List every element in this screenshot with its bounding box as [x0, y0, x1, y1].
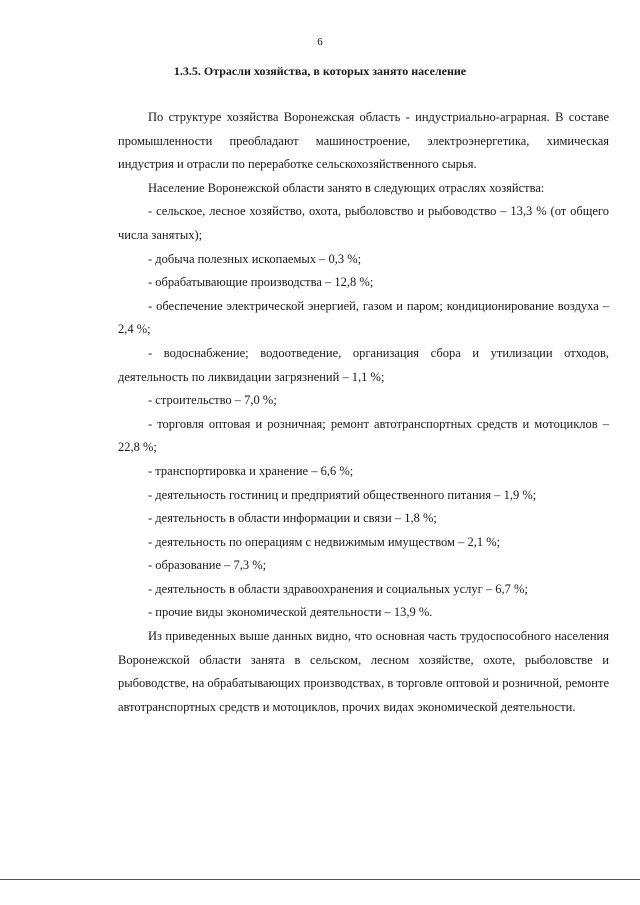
- paragraph-intro: По структуре хозяйства Воронежская область - индустриально-аграрная. В составе промышленности преобладают машиностроение, электроэнергетика, химическая индустрия и отрасли по переработке сельскохозяйственного сырья.: [118, 110, 609, 172]
- list-item-hospitality: - деятельность гостиниц и предприятий общественного питания – 1,9 %;: [148, 487, 537, 502]
- list-item-healthcare: - деятельность в области здравоохранения и социальных услуг – 6,7 %;: [148, 581, 528, 596]
- list-item-real-estate: - деятельность по операциям с недвижимым имуществом – 2,1 %;: [148, 534, 501, 549]
- list-item-agriculture: - сельское, лесное хозяйство, охота, рыболовство и рыбоводство – 13,3 % (от общего числа занятых);: [118, 204, 609, 242]
- list-item-other: - прочие виды экономической деятельности – 13,9 %.: [148, 605, 433, 620]
- section-heading: 1.3.5. Отрасли хозяйства, в которых занято население: [173, 64, 467, 78]
- list-item-water-supply: - водоснабжение; водоотведение, организация сбора и утилизации отходов, деятельность по ликвидации загрязнений – 1,1 %;: [118, 345, 609, 384]
- list-item-trade: - торговля оптовая и розничная; ремонт автотранспортных средств и мотоциклов – 22,8 %;: [118, 416, 609, 455]
- list-item-transport: - транспортировка и хранение – 6,6 %;: [148, 463, 354, 478]
- paragraph-list-lead: Население Воронежской области занято в следующих отраслях хозяйства:: [148, 180, 545, 195]
- page-number: 6: [317, 36, 323, 48]
- list-item-energy: - обеспечение электрической энергией, газом и паром; кондиционирование воздуха – 2,4 %;: [118, 298, 609, 337]
- list-item-construction: - строительство – 7,0 %;: [148, 393, 277, 408]
- document-body: [118, 106, 609, 719]
- list-item-education: - образование – 7,3 %;: [148, 558, 267, 573]
- list-item-mining: - добыча полезных ископаемых – 0,3 %;: [148, 251, 362, 266]
- list-item-manufacturing: - обрабатывающие производства – 12,8 %;: [148, 275, 374, 290]
- page-bottom-rule: [0, 879, 640, 880]
- list-item-communications: - деятельность в области информации и связи – 1,8 %;: [148, 511, 437, 526]
- paragraph-conclusion: Из приведенных выше данных видно, что основная часть трудоспособного населения Воронежской области занята в сельском, лесном хозяйстве, охоте, рыболовстве и рыбоводстве, на обрабатывающих производствах, в торговле оптовой и розничной, ремонте автотранспортных средств и мотоциклов, прочих видах экономической деятельности.: [118, 629, 609, 714]
